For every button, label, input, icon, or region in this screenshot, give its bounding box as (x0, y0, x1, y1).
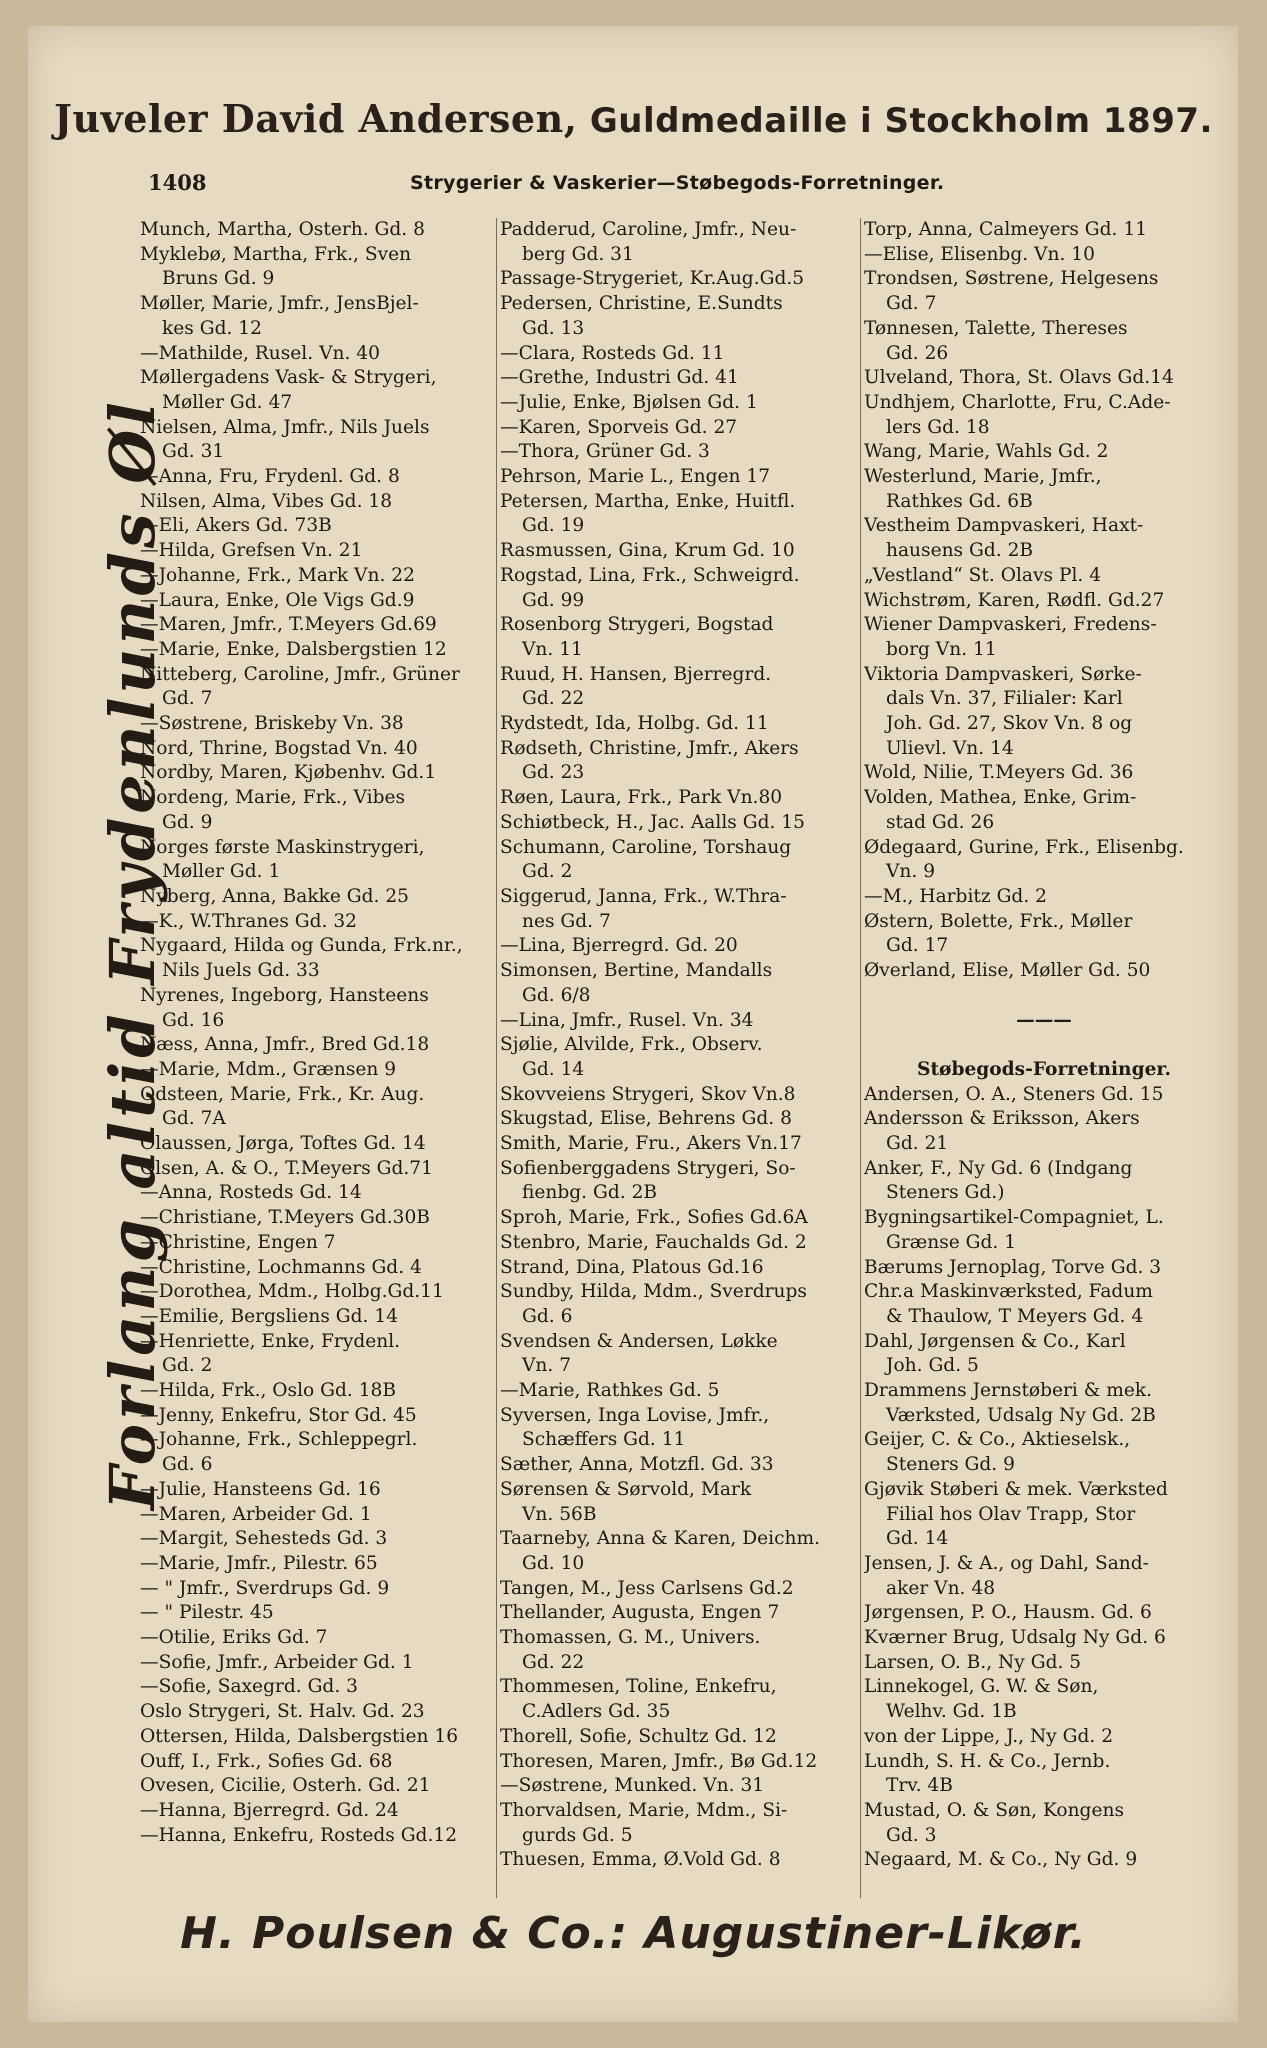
directory-entry-line: Gd. 6/8 (522, 984, 591, 1006)
directory-entry-line: Strand, Dina, Platous Gd.16 (500, 1256, 764, 1278)
directory-entry-line: Grænse Gd. 1 (886, 1231, 1017, 1253)
directory-entry-line: Rasmussen, Gina, Krum Gd. 10 (500, 540, 795, 562)
directory-entry-line: stad Gd. 26 (886, 811, 995, 833)
directory-entry-line: Chr.a Maskinværksted, Fadum (864, 1281, 1153, 1303)
directory-entry-line: Tangen, M., Jess Carlsens Gd.2 (500, 1577, 794, 1599)
directory-column-2 (500, 218, 856, 1873)
directory-entry-line: Rosenborg Strygeri, Bogstad (500, 614, 774, 636)
directory-entry-line: ——— (1016, 1009, 1072, 1031)
directory-entry-line: Svendsen & Andersen, Løkke (500, 1330, 778, 1352)
directory-entry-line: —Johanne, Frk., Schleppegrl. (140, 1429, 418, 1451)
directory-entry-line: Joh. Gd. 27, Skov Vn. 8 og (886, 713, 1133, 735)
directory-entry-line: Gd. 6 (162, 1454, 213, 1476)
side-advertisement: Forlang altid Frydenlunds Øl (96, 398, 169, 1510)
directory-entry-line: —Julie, Hansteens Gd. 16 (140, 1478, 381, 1500)
directory-column-3 (864, 218, 1224, 1873)
directory-entry-line: Skugstad, Elise, Behrens Gd. 8 (500, 1108, 792, 1130)
directory-entry-line: Petersen, Martha, Enke, Huitfl. (500, 490, 796, 512)
directory-entry-line: „Vestland“ St. Olavs Pl. 4 (864, 564, 1102, 586)
directory-entry-line: Gd. 13 (522, 317, 585, 339)
directory-entry-line: —Maren, Jmfr., T.Meyers Gd.69 (140, 614, 437, 636)
directory-entry-line: Trv. 4B (886, 1775, 953, 1797)
directory-entry-line: —Grethe, Industri Gd. 41 (500, 367, 739, 389)
directory-entry-line: Syversen, Inga Lovise, Jmfr., (500, 1404, 770, 1426)
directory-entry-line: Nilsen, Alma, Vibes Gd. 18 (140, 490, 393, 512)
directory-entry-line: Jørgensen, P. O., Hausm. Gd. 6 (864, 1602, 1152, 1624)
directory-entry-line: Torp, Anna, Calmeyers Gd. 11 (864, 219, 1148, 240)
directory-entry-line: Støbegods-Forretninger. (917, 1058, 1171, 1080)
directory-entry-line: —Elise, Elisenbg. Vn. 10 (864, 243, 1095, 265)
directory-entry-line: Pehrson, Marie L., Engen 17 (500, 466, 771, 488)
directory-entry-line: Olsen, A. & O., T.Meyers Gd.71 (140, 1157, 433, 1179)
directory-entry-line: Viktoria Dampvaskeri, Sørke- (864, 663, 1142, 685)
directory-entry-line: —Marie, Rathkes Gd. 5 (500, 1380, 720, 1402)
directory-entry-line: Schæffers Gd. 11 (522, 1429, 686, 1451)
directory-entry-line: Undhjem, Charlotte, Fru, C.Ade- (864, 391, 1171, 413)
directory-entry-line: Andersen, O. A., Steners Gd. 15 (864, 1083, 1164, 1105)
directory-entry-line: —Anna, Rosteds Gd. 14 (140, 1182, 362, 1204)
directory-entry-line: —Sofie, Saxegrd. Gd. 3 (140, 1676, 358, 1698)
column-divider-2 (860, 218, 861, 1898)
directory-entry-line: Padderud, Caroline, Jmfr., Neu- (500, 219, 797, 240)
directory-entry-line: Øverland, Elise, Møller Gd. 50 (864, 960, 1151, 982)
directory-entry-line: Skovveiens Strygeri, Skov Vn.8 (500, 1083, 796, 1105)
directory-entry-line: Nitteberg, Caroline, Jmfr., Grüner (140, 663, 460, 685)
directory-entry-line: nes Gd. 7 (522, 910, 611, 932)
directory-entry-line: Rathkes Gd. 6B (886, 490, 1033, 512)
directory-entry-line: gurds Gd. 5 (522, 1824, 633, 1846)
directory-entry-line: Gd. 19 (522, 515, 585, 537)
directory-entry-line: Norges første Maskinstrygeri, (140, 836, 425, 858)
directory-entry-line: Vn. 7 (522, 1355, 572, 1377)
directory-entry-line: Siggerud, Janna, Frk., W.Thra- (500, 885, 787, 907)
directory-entry-line: Ødegaard, Gurine, Frk., Elisenbg. (864, 836, 1184, 858)
directory-entry-line: —Johanne, Frk., Mark Vn. 22 (140, 564, 415, 586)
directory-entry-line: Geijer, C. & Co., Aktieselsk., (864, 1429, 1131, 1451)
directory-entry-line: Vn. 56B (522, 1503, 597, 1525)
directory-entry-line: —Christine, Lochmanns Gd. 4 (140, 1256, 422, 1278)
directory-entry-line: Stenbro, Marie, Fauchalds Gd. 2 (500, 1231, 807, 1253)
directory-entry-line: —Eli, Akers Gd. 73B (140, 515, 332, 537)
directory-entry-line: aker Vn. 48 (886, 1577, 996, 1599)
directory-entry-line: Vn. 11 (522, 638, 583, 660)
directory-entry-line: —Søstrene, Munked. Vn. 31 (500, 1775, 765, 1797)
directory-entry-line: dals Vn. 37, Filialer: Karl (886, 688, 1123, 710)
directory-entry-line: —M., Harbitz Gd. 2 (864, 885, 1047, 907)
top-advertisement (0, 96, 1267, 141)
directory-entry-line: Røen, Laura, Frk., Park Vn.80 (500, 787, 783, 809)
directory-entry-line: Gd. 10 (522, 1552, 585, 1574)
directory-entry-line: Ulveland, Thora, St. Olavs Gd.14 (864, 367, 1174, 389)
directory-entry-line: Møller, Marie, Jmfr., JensBjel- (140, 293, 419, 315)
directory-entry-line: Andersson & Eriksson, Akers (864, 1108, 1140, 1130)
directory-entry-line: —Otilie, Eriks Gd. 7 (140, 1627, 328, 1649)
directory-entry-line: Sæther, Anna, Motzfl. Gd. 33 (500, 1454, 774, 1476)
directory-entry-line: Sørensen & Sørvold, Mark (500, 1478, 752, 1500)
directory-entry-line: —Hilda, Grefsen Vn. 21 (140, 540, 363, 562)
directory-entry-line: —Clara, Rosteds Gd. 11 (500, 342, 725, 364)
directory-entry-line: Thuesen, Emma, Ø.Vold Gd. 8 (500, 1849, 781, 1871)
directory-entry-line: —Marie, Mdm., Grænsen 9 (140, 1058, 397, 1080)
directory-entry-line (864, 1033, 1224, 1058)
directory-entry-line: Ulievl. Vn. 14 (886, 737, 1014, 759)
directory-entry-line: Joh. Gd. 5 (886, 1355, 979, 1377)
directory-entry-line: Olaussen, Jørga, Toftes Gd. 14 (140, 1133, 426, 1155)
top-ad-jeweler: Juveler David Andersen, (54, 96, 578, 141)
directory-entry-line: —Maren, Arbeider Gd. 1 (140, 1503, 372, 1525)
directory-entry-line: Larsen, O. B., Ny Gd. 5 (864, 1651, 1082, 1673)
directory-entry-line (864, 984, 1224, 1009)
directory-entry-line: Nygaard, Hilda og Gunda, Frk.nr., (140, 935, 463, 957)
directory-entry-line: Munch, Martha, Osterh. Gd. 8 (140, 219, 425, 240)
directory-entry-line: Gd. 7 (886, 293, 937, 315)
directory-entry-line: —Hilda, Frk., Oslo Gd. 18B (140, 1380, 397, 1402)
directory-entry-line: —Christine, Engen 7 (140, 1231, 336, 1253)
directory-entry-line: Møllergadens Vask- & Strygeri, (140, 367, 437, 389)
directory-entry-line: Gd. 2 (522, 861, 573, 883)
directory-entry-line: —Sofie, Jmfr., Arbeider Gd. 1 (140, 1651, 414, 1673)
directory-entry-line: Rydstedt, Ida, Holbg. Gd. 11 (500, 713, 769, 735)
directory-entry-line: —Dorothea, Mdm., Holbg.Gd.11 (140, 1281, 444, 1303)
directory-entry-line: Steners Gd.) (886, 1182, 1005, 1204)
directory-entry-line: Gd. 7 (162, 688, 213, 710)
directory-entry-line: Myklebø, Martha, Frk., Sven (140, 243, 412, 265)
directory-entry-line: —Marie, Enke, Dalsbergstien 12 (140, 638, 447, 660)
directory-entry-line: Bruns Gd. 9 (162, 268, 275, 290)
directory-entry-line: Nyberg, Anna, Bakke Gd. 25 (140, 885, 410, 907)
directory-entry-line: —Hanna, Enkefru, Rosteds Gd.12 (140, 1824, 458, 1846)
directory-entry-line: Gd. 31 (162, 441, 225, 463)
directory-entry-line: Schumann, Caroline, Torshaug (500, 836, 792, 858)
directory-entry-line: Trondsen, Søstrene, Helgesens (864, 268, 1159, 290)
directory-entry-line: & Thaulow, T Meyers Gd. 4 (886, 1305, 1144, 1327)
directory-entry-line: Møller Gd. 1 (162, 861, 281, 883)
directory-entry-line: Gd. 22 (522, 688, 585, 710)
directory-entry-line: —Laura, Enke, Ole Vigs Gd.9 (140, 589, 415, 611)
directory-entry-line: Gd. 26 (886, 342, 949, 364)
directory-entry-line: —Søstrene, Briskeby Vn. 38 (140, 713, 404, 735)
directory-entry-line: Næss, Anna, Jmfr., Bred Gd.18 (140, 1034, 430, 1056)
directory-entry-line: Nordeng, Marie, Frk., Vibes (140, 787, 406, 809)
directory-entry-line: Sjølie, Alvilde, Frk., Observ. (500, 1034, 763, 1056)
directory-entry-line: Tønnesen, Talette, Thereses (864, 317, 1128, 339)
directory-entry-line: —Julie, Enke, Bjølsen Gd. 1 (500, 391, 758, 413)
directory-entry-line: —Anna, Fru, Frydenl. Gd. 8 (140, 466, 400, 488)
directory-entry-line: Lundh, S. H. & Co., Jernb. (864, 1750, 1111, 1772)
directory-entry-line: Gd. 23 (522, 762, 585, 784)
directory-entry-line: —Christiane, T.Meyers Gd.30B (140, 1207, 430, 1229)
directory-entry-line: borg Vn. 11 (886, 638, 997, 660)
directory-entry-line: Taarneby, Anna & Karen, Deichm. (500, 1528, 821, 1550)
directory-entry-line: Wold, Nilie, T.Meyers Gd. 36 (864, 762, 1134, 784)
directory-entry-line: Simonsen, Bertine, Mandalls (500, 960, 773, 982)
directory-entry-line: Gd. 17 (886, 935, 949, 957)
directory-entry-line: Smith, Marie, Fru., Akers Vn.17 (500, 1133, 802, 1155)
directory-entry-line: —K., W.Thranes Gd. 32 (140, 910, 358, 932)
directory-entry-line: Schiøtbeck, H., Jac. Aalls Gd. 15 (500, 811, 805, 833)
directory-entry-line: Linnekogel, G. W. & Søn, (864, 1676, 1099, 1698)
directory-entry-line: Ovesen, Cicilie, Osterh. Gd. 21 (140, 1775, 431, 1797)
column-divider-1 (496, 218, 497, 1898)
directory-entry-line: Westerlund, Marie, Jmfr., (864, 466, 1102, 488)
directory-entry-line: Kværner Brug, Udsalg Ny Gd. 6 (864, 1627, 1166, 1649)
directory-entry-line: Welhv. Gd. 1B (886, 1701, 1017, 1723)
directory-entry-line: Rogstad, Lina, Frk., Schweigrd. (500, 564, 800, 586)
directory-entry-line: —Thora, Grüner Gd. 3 (500, 441, 710, 463)
directory-entry-line: von der Lippe, J., Ny Gd. 2 (864, 1725, 1114, 1747)
directory-entry-line: Bærums Jernoplag, Torve Gd. 3 (864, 1256, 1162, 1278)
directory-entry-line: Gd. 14 (886, 1528, 949, 1550)
directory-entry-line: Gjøvik Støberi & mek. Værksted (864, 1478, 1168, 1500)
directory-entry-line: Thorell, Sofie, Schultz Gd. 12 (500, 1725, 777, 1747)
directory-entry-line: — " Pilestr. 45 (140, 1602, 274, 1624)
directory-entry-line: —Lina, Jmfr., Rusel. Vn. 34 (500, 1009, 754, 1031)
page-number: 1408 (148, 170, 207, 195)
directory-entry-line: Gd. 22 (522, 1651, 585, 1673)
directory-entry-line: Sundby, Hilda, Mdm., Sverdrups (500, 1281, 807, 1303)
directory-entry-line: Mustad, O. & Søn, Kongens (864, 1800, 1124, 1821)
directory-entry-line: berg Gd. 31 (522, 243, 634, 265)
directory-entry-line: Gd. 14 (522, 1058, 585, 1080)
directory-entry-line: kes Gd. 12 (162, 317, 262, 339)
directory-entry-line: Gd. 2 (162, 1355, 213, 1377)
directory-entry-line: Gd. 99 (522, 589, 585, 611)
directory-entry-line: Nord, Thrine, Bogstad Vn. 40 (140, 737, 418, 759)
directory-entry-line: Gd. 7A (162, 1108, 226, 1130)
directory-entry-line: Pedersen, Christine, E.Sundts (500, 293, 783, 315)
directory-entry-line: Østern, Bolette, Frk., Møller (864, 910, 1133, 932)
directory-entry-line: Nyrenes, Ingeborg, Hansteens (140, 984, 429, 1006)
directory-entry-line: Ruud, H. Hansen, Bjerregrd. (500, 663, 772, 685)
directory-entry-line: Gd. 3 (886, 1824, 937, 1846)
directory-entry-line: Gd. 6 (522, 1305, 573, 1327)
directory-entry-line: Dahl, Jørgensen & Co., Karl (864, 1330, 1126, 1352)
bottom-advertisement: H. Poulsen & Co.: Augustiner-Likør. (180, 1908, 1087, 1959)
directory-entry-line: Møller Gd. 47 (162, 391, 293, 413)
directory-entry-line: Thomassen, G. M., Univers. (500, 1627, 761, 1649)
directory-entry-line: —Marie, Jmfr., Pilestr. 65 (140, 1552, 378, 1574)
directory-entry-line: Oslo Strygeri, St. Halv. Gd. 23 (140, 1701, 425, 1723)
directory-entry-line: Ouff, I., Frk., Sofies Gd. 68 (140, 1750, 393, 1772)
directory-entry-line: —Jenny, Enkefru, Stor Gd. 45 (140, 1404, 417, 1426)
directory-entry-line: Odsteen, Marie, Frk., Kr. Aug. (140, 1083, 425, 1105)
directory-entry-line: —Lina, Bjerregrd. Gd. 20 (500, 935, 738, 957)
directory-entry-line: lers Gd. 18 (886, 416, 990, 438)
directory-entry-line: Værksted, Udsalg Ny Gd. 2B (886, 1404, 1156, 1426)
directory-entry-line: Ottersen, Hilda, Dalsbergstien 16 (140, 1725, 459, 1747)
directory-entry-line: — " Jmfr., Sverdrups Gd. 9 (140, 1577, 390, 1599)
directory-entry-line: Nielsen, Alma, Jmfr., Nils Juels (140, 416, 430, 438)
directory-column-1 (140, 218, 492, 1848)
directory-entry-line: C.Adlers Gd. 35 (522, 1701, 671, 1723)
directory-entry-line: —Hanna, Bjerregrd. Gd. 24 (140, 1800, 399, 1821)
directory-entry-line: Gd. 9 (162, 811, 213, 833)
directory-entry-line: Passage-Strygeriet, Kr.Aug.Gd.5 (500, 268, 805, 290)
directory-entry-line: Nils Juels Gd. 33 (162, 960, 320, 982)
directory-entry-line: Nordby, Maren, Kjøbenhv. Gd.1 (140, 762, 437, 784)
directory-entry-line: —Margit, Sehesteds Gd. 3 (140, 1528, 388, 1550)
directory-entry-line: Sproh, Marie, Frk., Sofies Gd.6A (500, 1207, 808, 1229)
directory-entry-line: Vestheim Dampvaskeri, Haxt- (864, 515, 1144, 537)
directory-entry-line: Jensen, J. & A., og Dahl, Sand- (864, 1552, 1149, 1574)
directory-entry-line: —Henriette, Enke, Frydenl. (140, 1330, 401, 1352)
directory-entry-line: —Mathilde, Rusel. Vn. 40 (140, 342, 380, 364)
directory-entry-line: Sofienberggadens Strygeri, So- (500, 1157, 796, 1179)
directory-entry-line: —Karen, Sporveis Gd. 27 (500, 416, 738, 438)
directory-entry-line: Wang, Marie, Wahls Gd. 2 (864, 441, 1109, 463)
directory-entry-line: Negaard, M. & Co., Ny Gd. 9 (864, 1849, 1138, 1871)
directory-entry-line: Bygningsartikel-Compagniet, L. (864, 1207, 1164, 1229)
directory-entry-line: Volden, Mathea, Enke, Grim- (864, 787, 1137, 809)
directory-entry-line: Filial hos Olav Trapp, Stor (886, 1503, 1136, 1525)
directory-entry-line: Steners Gd. 9 (886, 1454, 1015, 1476)
directory-entry-line: fienbg. Gd. 2B (522, 1182, 658, 1204)
directory-entry-line: Thorvaldsen, Marie, Mdm., Si- (500, 1800, 788, 1821)
top-ad-medal: Guldmedaille i Stockholm 1897. (589, 101, 1213, 141)
directory-entry-line: Anker, F., Ny Gd. 6 (Indgang (864, 1157, 1133, 1179)
directory-entry-line: Vn. 9 (886, 861, 936, 883)
directory-entry-line: Wiener Dampvaskeri, Fredens- (864, 614, 1157, 636)
section-heading: Strygerier & Vaskerier—Støbegods-Forretninger. (410, 172, 945, 194)
directory-entry-line: Rødseth, Christine, Jmfr., Akers (500, 737, 799, 759)
directory-entry-line: Gd. 21 (886, 1133, 949, 1155)
directory-entry-line: Thellander, Augusta, Engen 7 (500, 1602, 780, 1624)
directory-entry-line: Thommesen, Toline, Enkefru, (500, 1676, 777, 1698)
directory-entry-line: —Emilie, Bergsliens Gd. 14 (140, 1305, 399, 1327)
directory-entry-line: Thoresen, Maren, Jmfr., Bø Gd.12 (500, 1750, 818, 1772)
directory-entry-line: Gd. 16 (162, 1009, 225, 1031)
directory-entry-line: Wichstrøm, Karen, Rødfl. Gd.27 (864, 589, 1165, 611)
directory-entry-line: Drammens Jernstøberi & mek. (864, 1380, 1153, 1402)
directory-entry-line: hausens Gd. 2B (886, 540, 1034, 562)
